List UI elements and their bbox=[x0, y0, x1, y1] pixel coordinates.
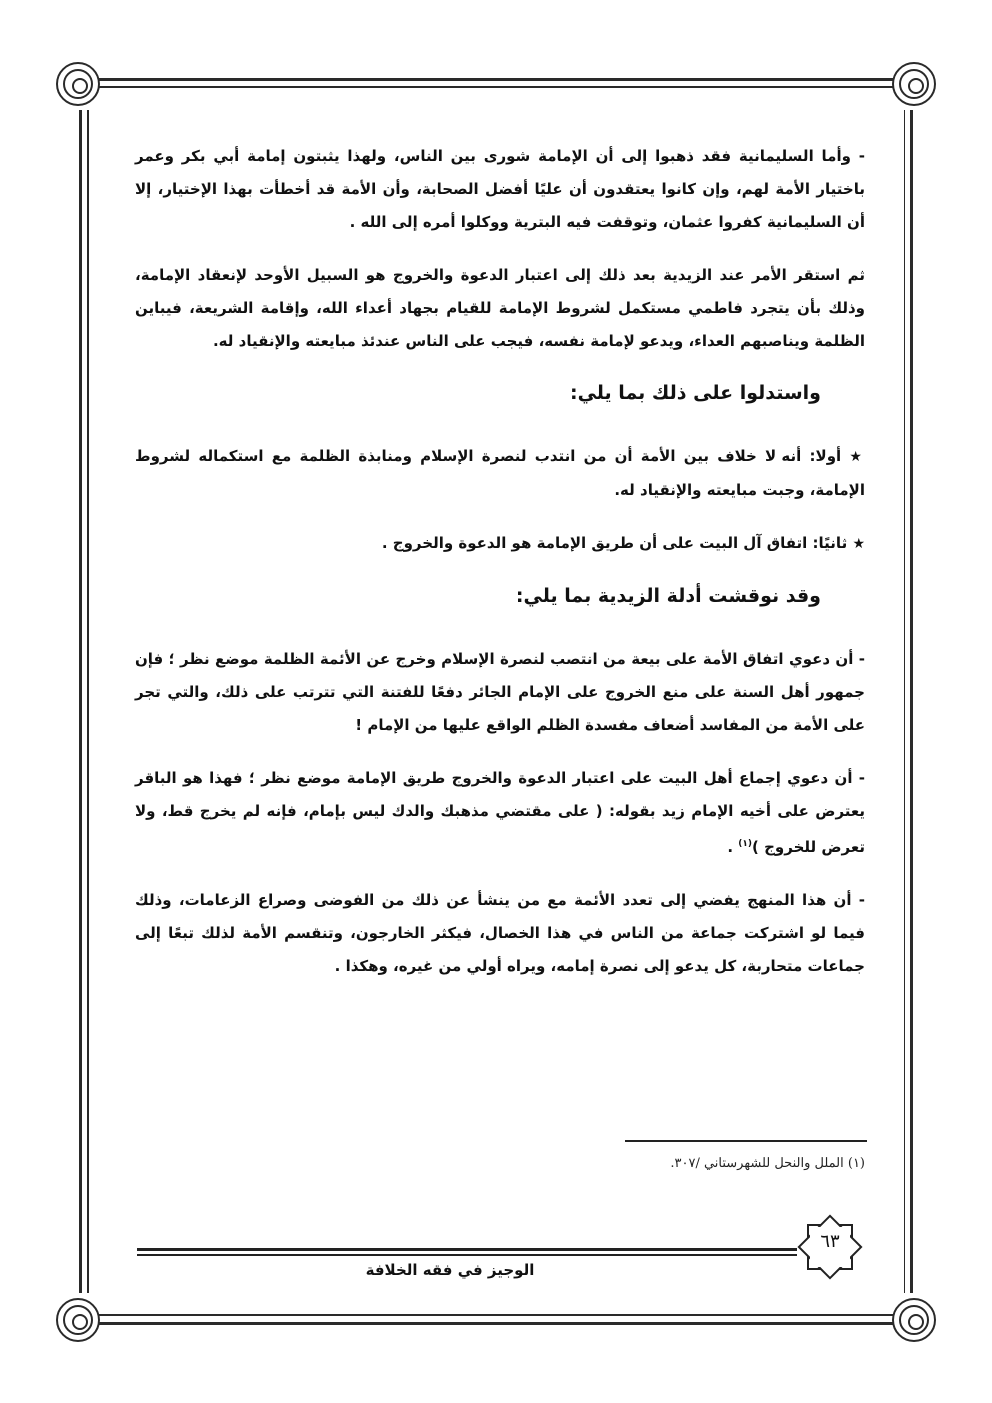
footnote-reference: (١) bbox=[738, 839, 753, 849]
paragraph-sulaimaniyya: - وأما السليمانية فقد ذهبوا إلى أن الإمامة شورى بين الناس، ولهذا يثبتون إمامة أبي بكر وعمر باختيار الأمة لهم، وإن كانوا يعتقدون أن عليًا أفضل الصحابة، وأن الأمة قد أخطأت بهذا الإختيار، إلا أن السليمانية كفروا عثمان، وتوقفت فيه البترية ووكلوا أمره إلى الله . bbox=[135, 147, 865, 231]
frame-border-right-inner bbox=[904, 110, 906, 1293]
page-number: ٦٣ bbox=[820, 1231, 840, 1252]
point-label: أولا: bbox=[809, 447, 842, 465]
book-title: الوجيز في فقه الخلافة bbox=[365, 1261, 535, 1279]
point-text: اتفاق آل البيت على أن طريق الإمامة هو الدعوة والخروج . bbox=[381, 534, 808, 552]
corner-ornament-icon bbox=[56, 1298, 100, 1342]
frame-border-bottom-inner bbox=[92, 1314, 900, 1316]
corner-ornament-icon bbox=[892, 62, 936, 106]
star-icon: ★ bbox=[849, 449, 865, 465]
section-heading-rebuttal: وقد نوقشت أدلة الزيدية بما يلي: bbox=[515, 585, 821, 607]
paragraph-rebuttal-3: - أن هذا المنهج يفضي إلى تعدد الأئمة مع من ينشأ عن ذلك من الفوضى وصراع الزعامات، وذلك فيما لو اشتركت جماعة من الناس في هذا الخصال، فيكثر الخارجون، وتنقسم الأمة لذلك تبعًا إلى جماعات متحاربة، كل يدعو إلى نصرة إمامه، ويراه أولي من غيره، وهكذا . bbox=[135, 891, 865, 975]
point-label: ثانيًا: bbox=[812, 534, 848, 552]
footer-rule-inner bbox=[137, 1254, 797, 1256]
footnote-divider bbox=[625, 1140, 867, 1142]
paragraph-rebuttal-2-text: - أن دعوي إجماع أهل البيت على اعتبار الدعوة والخروج طريق الإمامة موضع نظر ؛ فهذا هو الباقر يعترض على أخيه الإمام زيد بقوله: ( على مقتضي مذهبك والدك ليس بإمام، فإنه لم يخرج قط، ولا تعرض للخروج ) bbox=[135, 769, 865, 856]
paragraph-rebuttal-1: - أن دعوي اتفاق الأمة على بيعة من انتصب لنصرة الإسلام وخرج عن الأئمة الظلمة موضع نظر ؛ فإن جمهور أهل السنة على منع الخروج على الإمام الجائر دفعًا للفتنة التي تترتب على ذلك، والتي تجر على الأمة من المفاسد أضعاف مفسدة الظلم الواقع عليها من الإمام ! bbox=[135, 650, 865, 734]
point-text: أنه لا خلاف بين الأمة أن من انتدب لنصرة الإسلام ومنابذة الظلمة مع استكماله لشروط الإمامة، وجبت مبايعته والإنقياد له. bbox=[135, 447, 865, 499]
frame-border-top bbox=[92, 78, 900, 81]
frame-border-left-inner bbox=[87, 110, 89, 1293]
paragraph-rebuttal-2 bbox=[135, 762, 865, 864]
section-heading-evidence: واستدلوا على ذلك بما يلي: bbox=[569, 382, 821, 404]
frame-border-left bbox=[79, 110, 82, 1293]
point-first bbox=[135, 440, 865, 507]
corner-ornament-icon bbox=[892, 1298, 936, 1342]
paragraph-zaydi-doctrine: ثم استقر الأمر عند الزيدية بعد ذلك إلى اعتبار الدعوة والخروج هو السبيل الأوحد لإنعقاد الإمامة، وذلك بأن يتجرد فاطمي مستكمل لشروط الإمامة للقيام بجهاد أعداء الله، وإقامة الشريعة، فيباين الظلمة ويناصبهم العداء، ويدعو لإمامة نفسه، فيجب على الناس عندئذ مبايعته والإنقياد له. bbox=[135, 266, 865, 350]
footer-rule bbox=[137, 1248, 797, 1251]
corner-ornament-icon bbox=[56, 62, 100, 106]
paragraph-rebuttal-2-end: . bbox=[727, 838, 739, 856]
page-body bbox=[135, 140, 865, 1003]
footnote-text: (١) الملل والنحل للشهرستاني /٣٠٧. bbox=[670, 1156, 865, 1171]
frame-border-top-inner bbox=[92, 86, 900, 88]
frame-border-right bbox=[910, 110, 913, 1293]
star-icon: ★ bbox=[852, 536, 865, 552]
frame-border-bottom bbox=[92, 1322, 900, 1325]
point-second bbox=[135, 527, 865, 561]
